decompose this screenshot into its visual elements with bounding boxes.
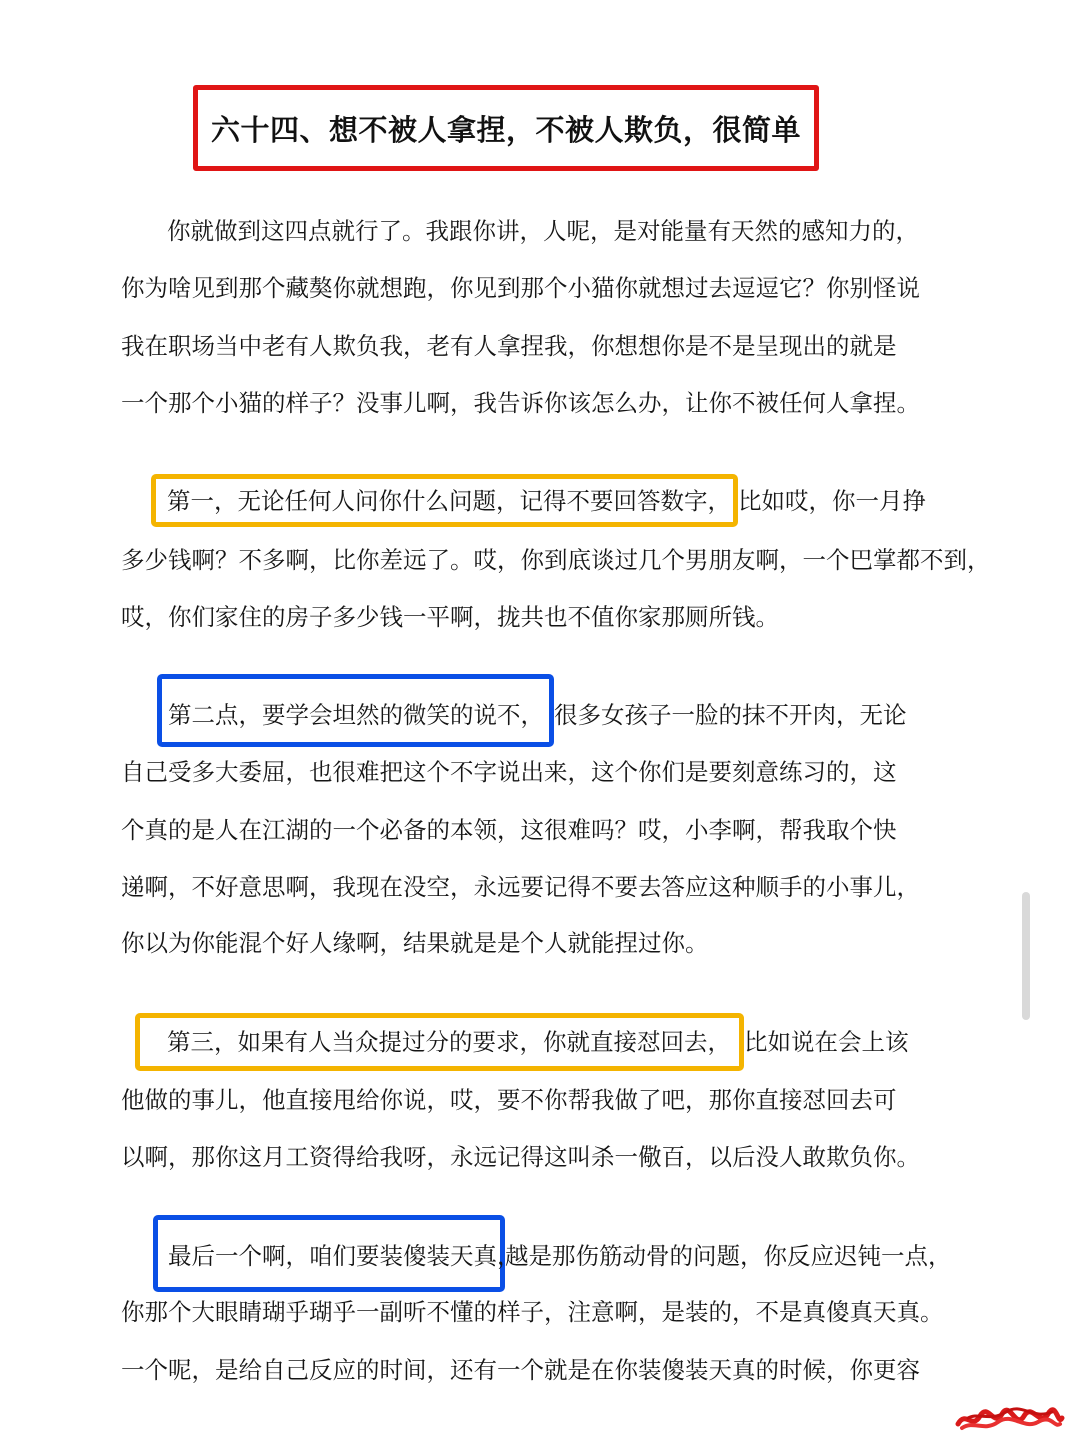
- paragraph-3-line-4: 递啊，不好意思啊，我现在没空，永远要记得不要去答应这种顺手的小事儿，: [121, 873, 920, 901]
- paragraph-1-line-3: 我在职场当中老有人欺负我，老有人拿捏我，你想想你是不是呈现出的就是: [121, 332, 897, 360]
- paragraph-5-line-3: 一个呢，是给自己反应的时间，还有一个就是在你装傻装天真的时候，你更容: [121, 1356, 920, 1384]
- paragraph-1-line-1: 你就做到这四点就行了。我跟你讲，人呢，是对能量有天然的感知力的，: [167, 217, 919, 245]
- paragraph-3-line-5: 你以为你能混个好人缘啊，结果就是是个人就能捏过你。: [121, 929, 709, 957]
- paragraph-2-line-3: 哎，你们家住的房子多少钱一平啊，拢共也不值你家那厕所钱。: [121, 603, 779, 631]
- paragraph-4-line-3: 以啊，那你这月工资得给我呀，永远记得这叫杀一儆百，以后没人敢欺负你。: [121, 1143, 920, 1171]
- paragraph-3-rest: 很多女孩子一脸的抹不开肉，无论: [554, 701, 907, 729]
- title-box: [193, 85, 819, 171]
- paragraph-1-line-2: 你为啥见到那个藏獒你就想跑，你见到那个小猫你就想过去逗逗它？你别怪说: [121, 274, 920, 302]
- paragraph-3-line-3: 个真的是人在江湖的一个必备的本领，这很难吗？哎，小李啊，帮我取个快: [121, 816, 897, 844]
- paragraph-1-line-4: 一个那个小猫的样子？没事儿啊，我告诉你该怎么办，让你不被任何人拿捏。: [121, 389, 920, 417]
- paragraph-4-line-2: 他做的事儿，他直接甩给你说，哎，要不你帮我做了吧，那你直接怼回去可: [121, 1086, 897, 1114]
- paragraph-5-highlight: 最后一个啊，咱们要装傻装天真，: [168, 1242, 521, 1270]
- red-scribble-watermark-icon: [954, 1402, 1066, 1434]
- paragraph-5-rest: 越是那伤筋动骨的问题，你反应迟钝一点，: [505, 1242, 952, 1270]
- paragraph-4-rest: 比如说在会上该: [744, 1028, 909, 1056]
- paragraph-3-highlight: 第二点，要学会坦然的微笑的说不，: [168, 701, 544, 729]
- scrollbar-thumb[interactable]: [1022, 892, 1030, 1020]
- paragraph-2-line-2: 多少钱啊？不多啊，比你差远了。哎，你到底谈过几个男朋友啊，一个巴掌都不到，: [121, 546, 991, 574]
- page-title: 六十四、想不被人拿捏，不被人欺负，很简单: [210, 112, 801, 147]
- paragraph-2-rest: 比如哎，你一月挣: [738, 487, 926, 515]
- paragraph-5-line-2: 你那个大眼睛瑚乎瑚乎一副听不懂的样子，注意啊，是装的，不是真傻真天真。: [121, 1298, 944, 1326]
- paragraph-3-line-2: 自己受多大委屈，也很难把这个不字说出来，这个你们是要刻意练习的，这: [121, 758, 897, 786]
- paragraph-2-highlight: 第一，无论任何人问你什么问题，记得不要回答数字，: [167, 487, 731, 515]
- paragraph-4-highlight: 第三，如果有人当众提过分的要求，你就直接怼回去，: [167, 1028, 731, 1056]
